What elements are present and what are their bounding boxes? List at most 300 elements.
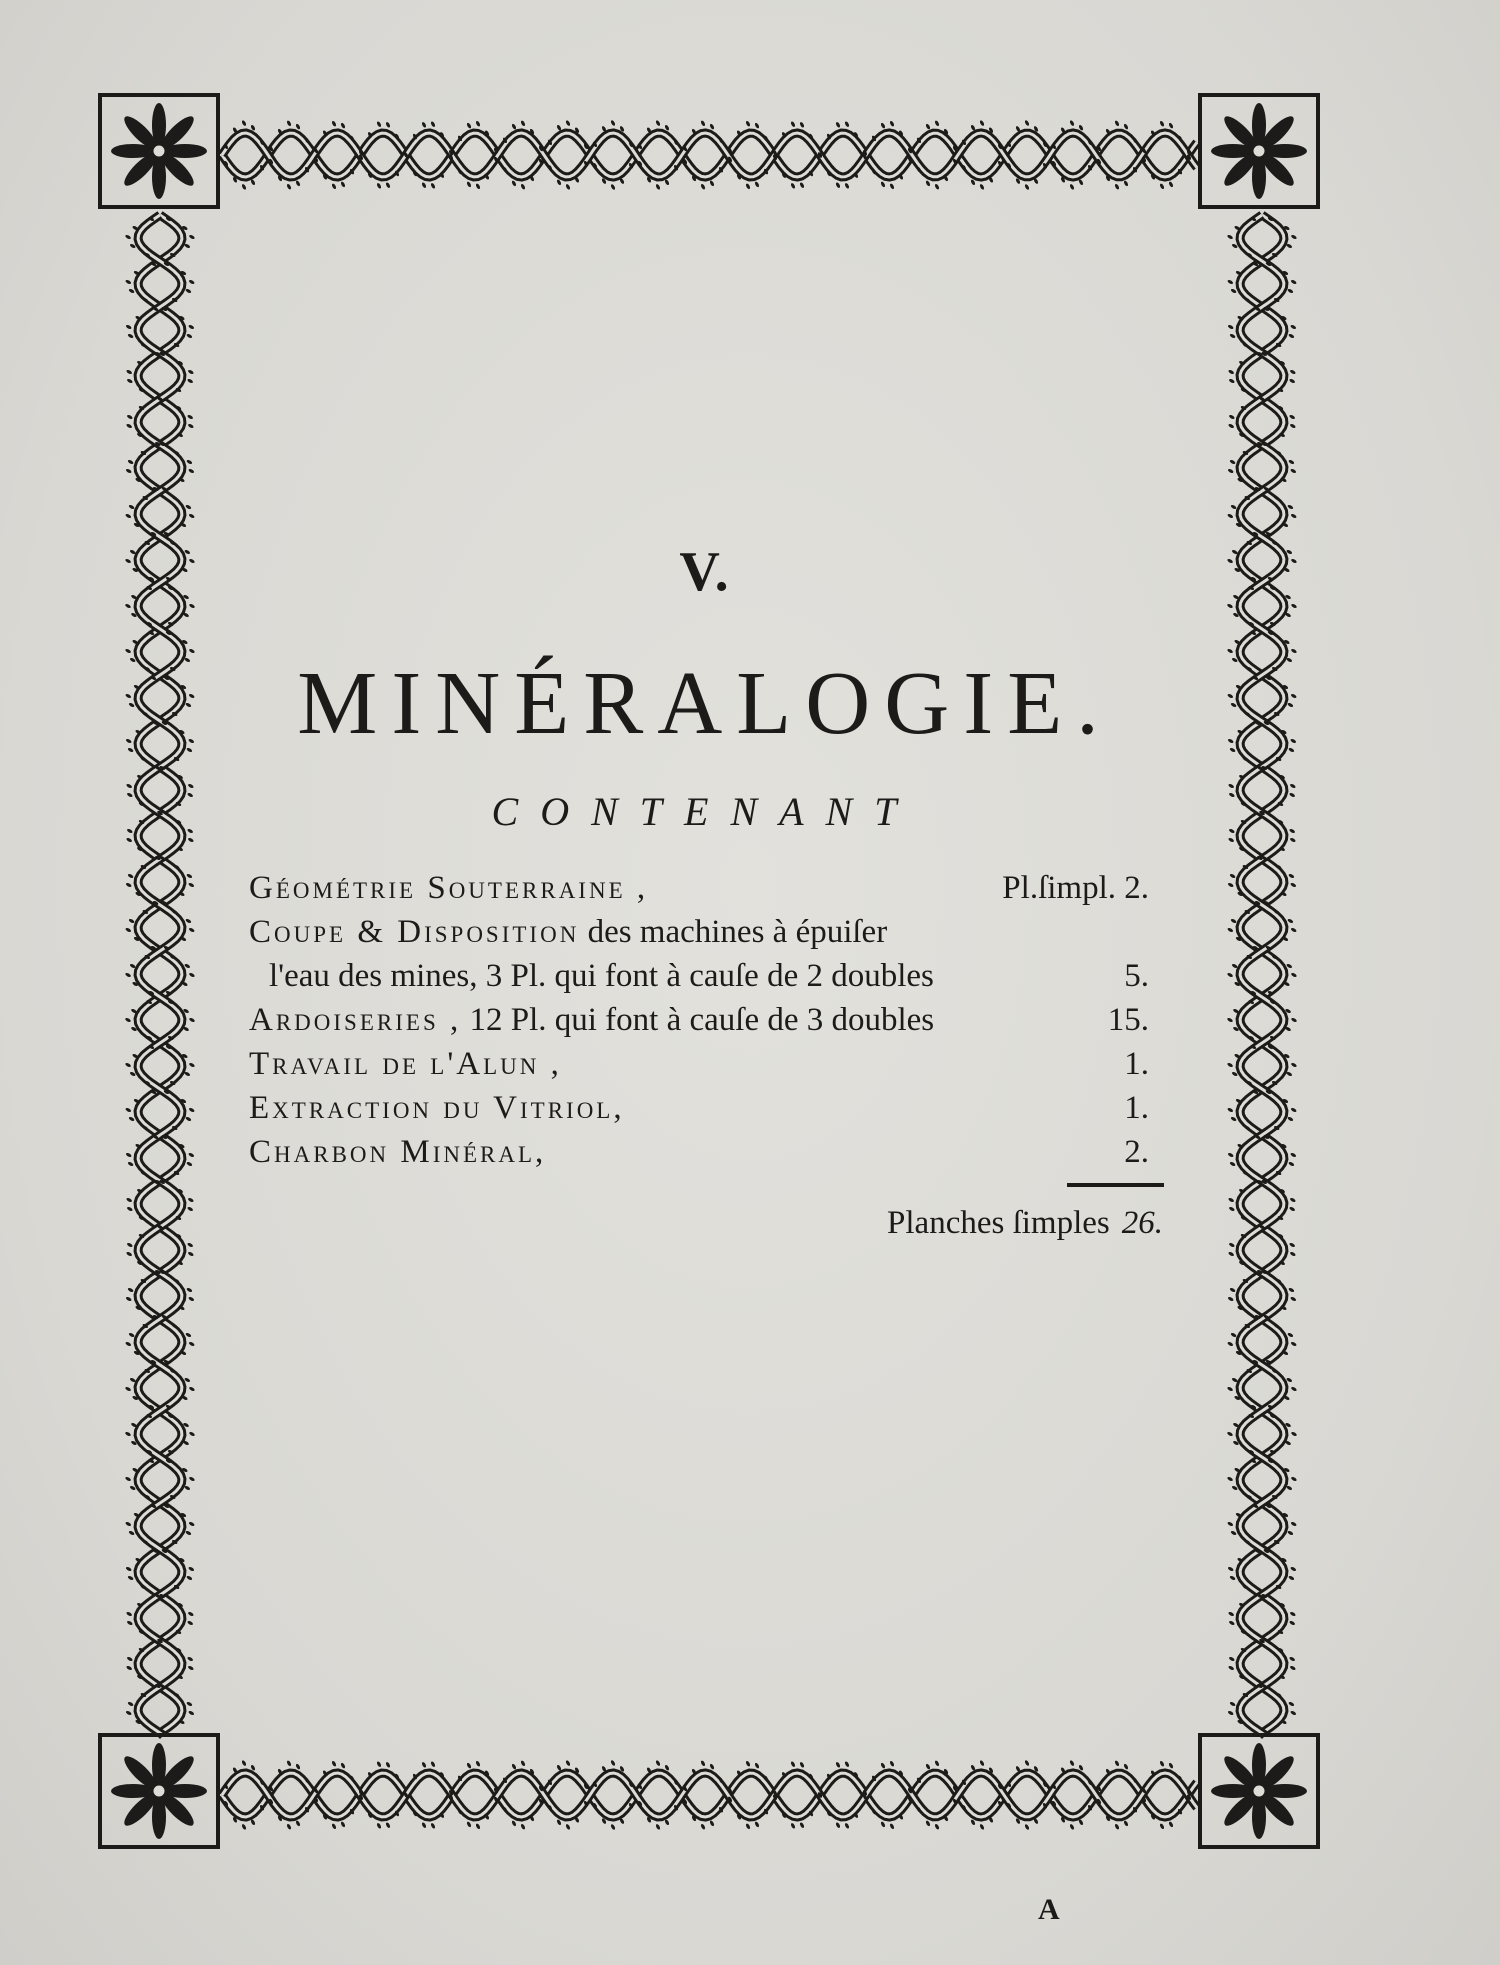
border-leaf-ornament [1229,1701,1236,1707]
border-leaf-ornament [340,1821,346,1828]
border-leaf-ornament [1230,702,1237,708]
border-leaf-ornament [1069,184,1075,191]
border-leaf-ornament [1290,468,1297,474]
border-leaf-ornament [610,184,616,191]
border-leaf-ornament [1230,504,1237,510]
border-leaf-ornament [186,873,193,879]
border-leaf-ornament [835,182,841,189]
contents-entry [249,914,1149,958]
border-leaf-ornament [241,1760,247,1767]
border-leaf-ornament [1290,1107,1297,1113]
border-leaf-ornament [1123,1763,1129,1770]
border-leaf-ornament [128,288,135,294]
border-leaf-ornament [1291,1386,1298,1392]
border-leaf-ornament [1289,423,1296,429]
border-leaf-ornament [187,1611,194,1617]
border-leaf-ornament [1287,1530,1294,1536]
border-leaf-ornament [1227,927,1234,933]
border-leaf-ornament [1228,828,1235,834]
border-leaf-ornament [376,182,382,189]
border-leaf-ornament [1291,603,1298,609]
border-leaf-ornament [241,120,247,127]
border-leaf-ornament [185,504,192,510]
border-leaf-ornament [475,1823,481,1830]
border-leaf-ornament [188,1296,195,1302]
border-leaf-ornament [1114,1760,1120,1767]
border-leaf-ornament [126,378,133,384]
border-leaf-ornament [475,1760,481,1767]
border-leaf-ornament [126,837,133,843]
border-leaf-ornament [125,882,132,888]
border-leaf-ornament [340,1762,346,1769]
border-leaf-ornament [188,1521,195,1527]
border-leaf-ornament [189,603,196,609]
border-leaf-ornament [925,123,931,130]
border-leaf-ornament [189,1017,196,1023]
border-leaf-ornament [125,468,132,474]
border-leaf-ornament [745,1760,751,1767]
border-leaf-ornament [1228,1620,1235,1626]
border-leaf-ornament [127,1575,134,1581]
border-leaf-ornament [1229,1161,1236,1167]
border-leaf-ornament [1227,468,1234,474]
border-leaf-ornament [790,182,796,189]
border-leaf-ornament [1289,1611,1296,1617]
border-leaf-ornament [1289,1251,1296,1257]
border-leaf-ornament [186,1287,193,1293]
border-leaf-ornament [125,1107,132,1113]
entry-text: 12 Pl. qui font à cauſe de 3 doubles [461,1002,935,1038]
border-leaf-ornament [475,183,481,190]
border-leaf-ornament [125,324,132,330]
border-leaf-ornament [126,783,133,789]
border-leaf-ornament [125,927,132,933]
border-leaf-ornament [925,180,931,187]
border-leaf-ornament [1228,1656,1235,1662]
border-leaf-ornament [185,702,192,708]
border-leaf-ornament [188,927,195,933]
border-leaf-ornament [754,122,760,129]
border-leaf-ornament [127,747,134,753]
border-leaf-ornament [1228,792,1235,798]
contents-entry [249,870,1149,914]
border-leaf-ornament [655,1824,661,1831]
contents-entry [249,1090,1149,1134]
rosette-center [152,144,166,158]
border-leaf-ornament [1230,918,1237,924]
border-leaf-ornament [1229,873,1236,879]
border-leaf-ornament [1228,1665,1235,1671]
border-leaf-ornament [925,1820,931,1827]
border-leaf-ornament [126,828,133,834]
border-leaf-ornament [1227,648,1234,654]
border-leaf-ornament [376,1761,382,1768]
contents-entry [249,1002,1149,1046]
border-leaf-ornament [421,1822,427,1829]
border-leaf-ornament [610,120,616,127]
border-leaf-ornament [1123,1820,1129,1827]
contents-entry-continuation [249,958,1149,1002]
border-leaf-ornament [790,1822,796,1829]
border-leaf-ornament [186,1575,193,1581]
border-leaf-ornament [1290,1710,1297,1716]
border-leaf-ornament [1291,1062,1298,1068]
border-leaf-ornament [1069,1824,1075,1831]
border-leaf-ornament [187,414,194,420]
border-leaf-ornament [1227,1710,1234,1716]
border-leaf-ornament [1227,1566,1234,1572]
entry-count: 5. [1124,958,1149,994]
border-leaf-ornament [430,1761,436,1768]
border-leaf-ornament [1168,1762,1174,1769]
border-leaf-ornament [1290,324,1297,330]
border-leaf-ornament [520,183,526,190]
border-leaf-ornament [1290,1296,1297,1302]
rosette-center [1252,1784,1266,1798]
border-leaf-ornament [331,120,337,127]
border-leaf-ornament [295,180,301,187]
border-leaf-ornament [126,1611,133,1617]
border-leaf-ornament [754,181,760,188]
border-leaf-ornament [1227,513,1234,519]
border-leaf-ornament [1289,414,1296,420]
border-leaf-ornament [385,1822,391,1829]
border-leaf-ornament [1288,459,1295,465]
border-leaf-ornament [745,183,751,190]
border-leaf-ornament [880,1762,886,1769]
border-leaf-ornament [1229,1575,1236,1581]
entry-label: Travail de l'Alun , [249,1046,562,1082]
total-label: Planches ſimples [887,1205,1110,1241]
entry-label: Géométrie Souterraine , [249,870,649,906]
border-leaf-ornament [1123,180,1129,187]
border-leaf-ornament [188,1566,195,1572]
border-leaf-ornament [709,180,715,187]
border-leaf-ornament [466,181,472,188]
border-leaf-ornament [1227,1431,1234,1437]
entry-count: 2. [1124,1134,1149,1170]
border-leaf-ornament [610,1760,616,1767]
border-leaf-ornament [187,783,194,789]
border-leaf-ornament [1114,183,1120,190]
entry-count: 15. [1107,1002,1149,1038]
entry-count: 1. [1124,1090,1149,1126]
border-leaf-ornament [127,1161,134,1167]
border-leaf-ornament [1290,927,1297,933]
border-leaf-ornament [125,1710,132,1716]
border-leaf-ornament [185,1332,192,1338]
border-leaf-ornament [844,121,850,128]
border-leaf-ornament [1228,1611,1235,1617]
border-leaf-ornament [1159,1760,1165,1767]
border-leaf-ornament [1227,1521,1234,1527]
border-leaf-ornament [565,1824,571,1831]
border-leaf-ornament [1069,120,1075,127]
entry-label: Ardoiseries , [249,1002,462,1038]
border-leaf-ornament [128,504,135,510]
border-leaf-ornament [1291,234,1298,240]
border-leaf-ornament [185,1530,192,1536]
border-leaf-ornament [700,183,706,190]
border-leaf-ornament [934,1760,940,1767]
border-leaf-ornament [1228,1206,1235,1212]
border-leaf-ornament [844,1761,850,1768]
border-leaf-ornament [1227,603,1234,609]
border-leaf-ornament [1287,918,1294,924]
border-leaf-ornament [979,1824,985,1831]
border-leaf-ornament [185,1116,192,1122]
border-leaf-ornament [1159,1823,1165,1830]
border-leaf-ornament [128,1530,135,1536]
border-leaf-ornament [565,120,571,127]
border-leaf-ornament [376,1822,382,1829]
border-leaf-ornament [385,1761,391,1768]
border-leaf-ornament [979,1760,985,1767]
border-leaf-ornament [189,558,196,564]
border-leaf-ornament [1289,1656,1296,1662]
border-leaf-ornament [799,121,805,128]
border-leaf-ornament [709,1820,715,1827]
border-leaf-ornament [127,1287,134,1293]
border-leaf-ornament [1228,378,1235,384]
border-leaf-ornament [125,1431,132,1437]
total-rule [1067,1183,1164,1187]
border-leaf-ornament [1289,828,1296,834]
border-leaf-ornament [187,423,194,429]
entry-count: 1. [1124,1046,1149,1082]
border-leaf-ornament [655,120,661,127]
border-leaf-ornament [128,1116,135,1122]
border-leaf-ornament [1114,120,1120,127]
border-leaf-ornament [125,234,132,240]
border-leaf-ornament [376,121,382,128]
contents-entry [249,1046,1149,1090]
border-leaf-ornament [1289,1206,1296,1212]
border-leaf-ornament [189,1476,196,1482]
section-number: V. [679,541,731,603]
border-leaf-ornament [1159,120,1165,127]
border-leaf-ornament [835,1761,841,1768]
border-leaf-ornament [1227,1296,1234,1302]
entry-label: Charbon Minéral, [249,1134,547,1170]
border-leaf-ornament [1290,1152,1297,1158]
border-leaf-ornament [125,1566,132,1572]
border-leaf-ornament [125,558,132,564]
border-leaf-ornament [385,121,391,128]
border-leaf-ornament [655,184,661,191]
border-leaf-ornament [1290,1566,1297,1572]
border-leaf-ornament [186,1701,193,1707]
border-leaf-ornament [126,792,133,798]
border-leaf-ornament [1290,513,1297,519]
border-leaf-ornament [189,972,196,978]
border-leaf-ornament [421,121,427,128]
border-leaf-ornament [421,1761,427,1768]
border-leaf-ornament [1227,558,1234,564]
border-leaf-ornament [295,123,301,130]
border-leaf-ornament [430,121,436,128]
border-leaf-ornament [430,182,436,189]
border-leaf-ornament [1290,738,1297,744]
border-leaf-ornament [126,414,133,420]
border-leaf-ornament [475,120,481,127]
border-leaf-ornament [520,120,526,127]
border-leaf-ornament [187,792,194,798]
border-leaf-ornament [286,183,292,190]
border-leaf-ornament [1227,1152,1234,1158]
border-leaf-ornament [1289,1197,1296,1203]
border-leaf-ornament [880,181,886,188]
border-leaf-ornament [185,288,192,294]
border-leaf-ornament [934,120,940,127]
border-leaf-ornament [799,1822,805,1829]
border-leaf-ornament [188,882,195,888]
border-leaf-ornament [700,1760,706,1767]
border-leaf-ornament [889,183,895,190]
entry-label: Extraction du Vitriol, [249,1090,625,1126]
border-leaf-ornament [1289,783,1296,789]
page-title: MINÉRALOGIE. [297,654,1113,753]
border-leaf-ornament [385,182,391,189]
border-leaf-ornament [340,181,346,188]
border-leaf-ornament [1227,972,1234,978]
border-leaf-ornament [1290,1341,1297,1347]
border-leaf-ornament [125,513,132,519]
border-leaf-ornament [186,1161,193,1167]
border-leaf-ornament [1290,279,1297,285]
border-leaf-ornament [799,1761,805,1768]
border-leaf-ornament [187,1197,194,1203]
border-leaf-ornament [466,1762,472,1769]
border-leaf-ornament [1069,1760,1075,1767]
border-leaf-ornament [1227,1107,1234,1113]
border-leaf-ornament [186,333,193,339]
border-leaf-ornament [189,1431,196,1437]
border-leaf-ornament [125,603,132,609]
border-leaf-ornament [1291,1431,1298,1437]
border-leaf-ornament [295,1763,301,1770]
border-leaf-ornament [799,182,805,189]
border-leaf-ornament [655,1760,661,1767]
border-leaf-ornament [1123,123,1129,130]
border-leaf-ornament [466,122,472,129]
border-leaf-ornament [1024,120,1030,127]
border-leaf-ornament [187,1656,194,1662]
border-leaf-ornament [188,279,195,285]
border-leaf-ornament [126,1206,133,1212]
border-leaf-ornament [187,837,194,843]
border-leaf-ornament [934,183,940,190]
border-leaf-ornament [835,1822,841,1829]
border-leaf-ornament [286,1823,292,1830]
border-leaf-ornament [187,1242,194,1248]
border-leaf-ornament [1287,504,1294,510]
border-leaf-ornament [1289,369,1296,375]
border-leaf-ornament [1288,1287,1295,1293]
contents-entry [249,1134,1149,1178]
border-leaf-ornament [295,1820,301,1827]
border-leaf-ornament [790,1761,796,1768]
border-leaf-ornament [126,1251,133,1257]
border-leaf-ornament [126,369,133,375]
border-leaf-ornament [889,1760,895,1767]
border-leaf-ornament [934,1823,940,1830]
subtitle: CONTENANT [491,789,919,834]
border-leaf-ornament [1290,693,1297,699]
border-leaf-ornament [1227,234,1234,240]
border-leaf-ornament [1229,1287,1236,1293]
border-leaf-ornament [1287,1116,1294,1122]
border-leaf-ornament [1289,1665,1296,1671]
border-leaf-ornament [565,1760,571,1767]
border-leaf-ornament [1228,1251,1235,1257]
border-leaf-ornament [125,1062,132,1068]
border-leaf-ornament [1114,1823,1120,1830]
border-leaf-ornament [241,1824,247,1831]
border-leaf-ornament [188,1341,195,1347]
border-leaf-ornament [1288,873,1295,879]
border-leaf-ornament [128,702,135,708]
border-leaf-ornament [188,693,195,699]
border-leaf-ornament [1168,1821,1174,1828]
border-leaf-ornament [430,1822,436,1829]
border-leaf-ornament [127,459,134,465]
border-leaf-ornament [511,1763,517,1770]
border-leaf-ornament [126,1242,133,1248]
border-leaf-ornament [1291,1476,1298,1482]
border-leaf-ornament [340,122,346,129]
border-leaf-ornament [889,120,895,127]
border-leaf-ornament [1227,882,1234,888]
border-leaf-ornament [125,1521,132,1527]
border-leaf-ornament [1291,648,1298,654]
border-leaf-ornament [520,1760,526,1767]
border-leaf-ornament [511,180,517,187]
border-leaf-ornament [754,1762,760,1769]
border-leaf-ornament [187,1620,194,1626]
border-leaf-ornament [126,1665,133,1671]
border-leaf-ornament [1228,414,1235,420]
border-leaf-ornament [286,1760,292,1767]
border-leaf-ornament [1289,378,1296,384]
border-leaf-ornament [1227,693,1234,699]
border-leaf-ornament [844,182,850,189]
border-leaf-ornament [700,1823,706,1830]
border-leaf-ornament [511,123,517,130]
border-leaf-ornament [125,1152,132,1158]
border-leaf-ornament [1227,279,1234,285]
border-leaf-ornament [1168,122,1174,129]
border-leaf-ornament [185,918,192,924]
border-leaf-ornament [1288,333,1295,339]
border-leaf-ornament [1228,783,1235,789]
border-leaf-ornament [188,513,195,519]
border-leaf-ornament [709,1763,715,1770]
border-leaf-ornament [1230,288,1237,294]
border-leaf-ornament [188,1107,195,1113]
border-leaf-ornament [1229,333,1236,339]
border-leaf-ornament [1227,1386,1234,1392]
rosette-center [152,1784,166,1798]
border-leaf-ornament [1290,882,1297,888]
border-leaf-ornament [189,1386,196,1392]
border-leaf-ornament [125,738,132,744]
border-leaf-ornament [1159,183,1165,190]
border-leaf-ornament [187,378,194,384]
border-leaf-ornament [979,184,985,191]
border-leaf-ornament [1024,1824,1030,1831]
border-leaf-ornament [1288,1575,1295,1581]
